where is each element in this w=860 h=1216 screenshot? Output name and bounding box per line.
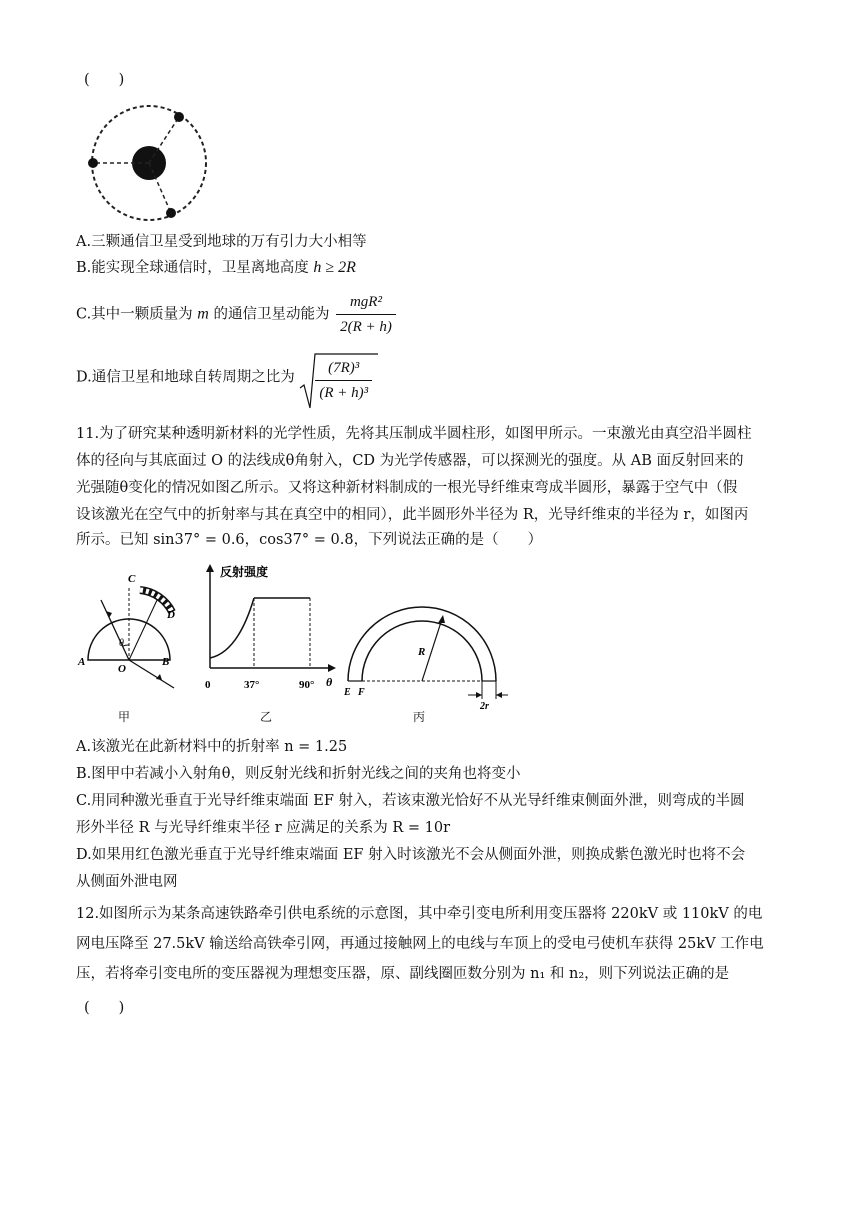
q12-stem-line3: 压，若将牵引变电所的变压器视为理想变压器，原、副线圈匝数分别为 n₁ 和 n₂，则下列说法正确的是 bbox=[76, 966, 730, 982]
satellite-3 bbox=[166, 208, 176, 218]
q10-option-c-fraction bbox=[336, 292, 396, 337]
label-e: E bbox=[344, 687, 351, 698]
q10-option-d-numerator: (7R)³ bbox=[328, 360, 360, 376]
q11-option-d-line2: 从侧面外泄电网 bbox=[76, 874, 178, 890]
q11-option-c-line1: C.用同种激光垂直于光导纤维束端面 EF 射入，若该束激光恰好不从光导纤维束侧面外泄，则弯成的半圆 bbox=[76, 793, 745, 809]
x-tick-0: 0 bbox=[205, 679, 211, 691]
figure-bing-caption: 丙 bbox=[413, 710, 426, 724]
y-axis-label: 反射强度 bbox=[220, 565, 269, 579]
label-d: D bbox=[167, 609, 175, 621]
figure-jia-caption: 甲 bbox=[118, 710, 131, 724]
q11-option-a: A.该激光在此新材料中的折射率 n = 1.25 bbox=[76, 739, 348, 755]
svg-text:θ: θ bbox=[119, 638, 124, 649]
label-f: F bbox=[358, 687, 365, 698]
label-c: C bbox=[128, 573, 136, 585]
q11-option-d-line1: D.如果用红色激光垂直于光导纤维束端面 EF 射入时该激光不会从侧面外泄，则换成紫色激光时也将不会 bbox=[76, 847, 746, 863]
q11-option-c-line2: 形外半径 R 与光导纤维束半径 r 应满足的关系为 R = 10r bbox=[76, 820, 451, 836]
q10-option-c-text2: 的通信卫星动能为 bbox=[213, 306, 330, 323]
label-o: O bbox=[118, 663, 126, 675]
q11-stem-line5: 所示。已知 sin37° = 0.6，cos37° = 0.8，下列说法正确的是（ ） bbox=[76, 532, 543, 548]
q10-option-c bbox=[76, 292, 396, 337]
q10-option-d bbox=[76, 352, 372, 403]
q11-stem-line2: 体的径向与其底面过 O 的法线成θ角射入，CD 为光学传感器，可以探测光的强度。从 AB 面反射回来的 bbox=[76, 453, 744, 469]
q10-option-a: A.三颗通信卫星受到地球的万有引力大小相等 bbox=[76, 234, 367, 250]
label-r-big: R bbox=[418, 646, 426, 658]
satellite-2 bbox=[88, 158, 98, 168]
label-a: A bbox=[78, 656, 86, 668]
figure-jia-semicylinder bbox=[76, 568, 186, 698]
q11-stem-line3: 光强随θ变化的情况如图乙所示。又将这种新材料制成的一根光导纤维束弯成半圆形，暴露于空气中（假 bbox=[76, 480, 738, 496]
figure-bing-fiber bbox=[340, 585, 512, 710]
q10-answer-paren: ( ) bbox=[84, 72, 125, 88]
q10-option-c-mass: m bbox=[197, 305, 209, 323]
q10-option-c-numerator: mgR² bbox=[349, 294, 382, 310]
q10-option-b-text: B.能实现全球通信时，卫星离地高度 bbox=[76, 260, 309, 276]
q12-stem-line1: 12.如图所示为某条高速铁路牵引供电系统的示意图，其中牵引变电所利用变压器将 220kV 或 110kV 的电 bbox=[76, 906, 763, 922]
q10-option-c-denominator: 2(R + h) bbox=[336, 314, 396, 337]
satellite-orbit-figure bbox=[82, 103, 212, 225]
q10-option-b bbox=[76, 258, 356, 278]
x-tick-37: 37° bbox=[244, 679, 260, 691]
label-2r: 2r bbox=[480, 701, 489, 710]
q11-stem-line4: 设该激光在空气中的折射率与其在真空中的相同），此半圆形外半径为 R，光导纤维束的半径为 r，如图丙 bbox=[76, 507, 749, 523]
satellite-1 bbox=[174, 112, 184, 122]
q10-option-d-denominator: (R + h)³ bbox=[315, 380, 372, 403]
q12-stem-line2: 网电压降至 27.5kV 输送给高铁牵引网，再通过接触网上的电线与车顶上的受电弓使机车获得 25kV 工作电 bbox=[76, 936, 764, 952]
q12-answer-paren: ( ) bbox=[84, 1000, 125, 1016]
q10-option-b-math: h ≥ 2R bbox=[313, 259, 356, 276]
q11-option-b: B.图甲中若减小入射角θ，则反射光线和折射光线之间的夹角也将变小 bbox=[76, 766, 521, 782]
q10-option-d-sqrt bbox=[299, 352, 372, 403]
x-tick-90: 90° bbox=[299, 679, 315, 691]
q11-stem-line1: 11.为了研究某种透明新材料的光学性质，先将其压制成半圆柱形，如图甲所示。一束激光由真空沿半圆柱 bbox=[76, 426, 752, 442]
figure-yi-graph bbox=[198, 562, 340, 702]
q10-option-d-text: D.通信卫星和地球自转周期之比为 bbox=[76, 369, 295, 386]
figure-yi-caption: 乙 bbox=[260, 710, 273, 724]
label-b: B bbox=[162, 656, 170, 668]
x-axis-theta: θ bbox=[326, 675, 333, 689]
q10-option-c-text: C.其中一颗质量为 bbox=[76, 306, 193, 323]
